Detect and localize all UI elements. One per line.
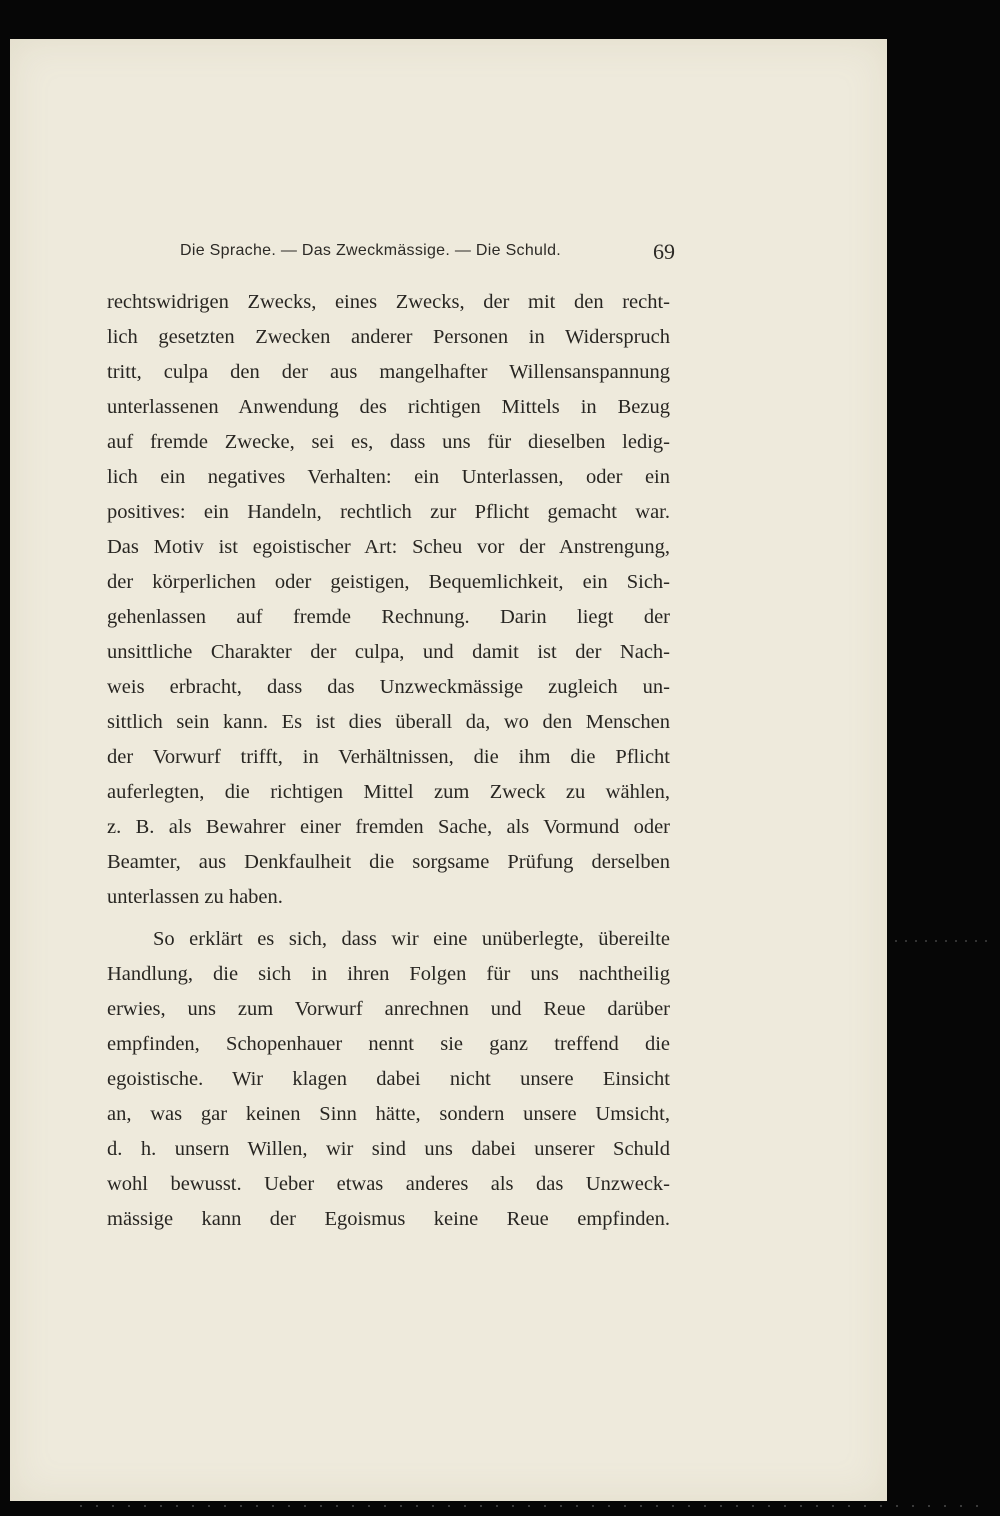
text-line: egoistische. Wir klagen dabei nicht unsere Einsicht	[107, 1068, 670, 1090]
book-page	[10, 39, 887, 1501]
text-line: unterlassen zu haben.	[107, 886, 283, 908]
text-line: Beamter, aus Denkfaulheit die sorgsame Prüfung derselben	[107, 851, 670, 873]
text-line: So erklärt es sich, dass wir eine unüberlegte, übereilte	[153, 928, 670, 950]
text-line: auf fremde Zwecke, sei es, dass uns für dieselben ledig-	[107, 431, 670, 453]
text-line: sittlich sein kann. Es ist dies überall da, wo den Menschen	[107, 711, 670, 733]
text-line: der körperlichen oder geistigen, Bequemlichkeit, ein Sich-	[107, 571, 670, 593]
text-line: tritt, culpa den der aus mangelhafter Willensanspannung	[107, 361, 670, 383]
page-number: 69	[653, 239, 675, 264]
text-line: unterlassenen Anwendung des richtigen Mittels in Bezug	[107, 396, 670, 418]
text-line: an, was gar keinen Sinn hätte, sondern unsere Umsicht,	[107, 1103, 670, 1125]
scan-edge-artifact	[80, 1505, 980, 1507]
text-line: d. h. unsern Willen, wir sind uns dabei unserer Schuld	[107, 1138, 670, 1160]
text-line: unsittliche Charakter der culpa, und damit ist der Nach-	[107, 641, 670, 663]
scan-edge-artifact	[895, 940, 995, 942]
text-line: auferlegten, die richtigen Mittel zum Zweck zu wählen,	[107, 781, 670, 803]
text-line: Das Motiv ist egoistischer Art: Scheu vor der Anstrengung,	[107, 536, 670, 558]
text-line: wohl bewusst. Ueber etwas anderes als das Unzweck-	[107, 1173, 670, 1195]
text-line: gehenlassen auf fremde Rechnung. Darin liegt der	[107, 606, 670, 628]
text-line: empfinden, Schopenhauer nennt sie ganz treffend die	[107, 1033, 670, 1055]
text-line: lich gesetzten Zwecken anderer Personen in Widerspruch	[107, 326, 670, 348]
text-line: der Vorwurf trifft, in Verhältnissen, die ihm die Pflicht	[107, 746, 670, 768]
text-line: z. B. als Bewahrer einer fremden Sache, als Vormund oder	[107, 816, 670, 838]
page-header	[170, 239, 675, 269]
text-line: positives: ein Handeln, rechtlich zur Pflicht gemacht war.	[107, 501, 670, 523]
text-line: Handlung, die sich in ihren Folgen für uns nachtheilig	[107, 963, 670, 985]
text-line: erwies, uns zum Vorwurf anrechnen und Reue darüber	[107, 998, 670, 1020]
text-line: mässige kann der Egoismus keine Reue empfinden.	[107, 1208, 670, 1230]
text-line: weis erbracht, dass das Unzweckmässige zugleich un-	[107, 676, 670, 698]
text-line: lich ein negatives Verhalten: ein Unterlassen, oder ein	[107, 466, 670, 488]
running-title: Die Sprache. — Das Zweckmässige. — Die Schuld.	[180, 242, 562, 259]
text-line: rechtswidrigen Zwecks, eines Zwecks, der mit den recht-	[107, 291, 670, 313]
